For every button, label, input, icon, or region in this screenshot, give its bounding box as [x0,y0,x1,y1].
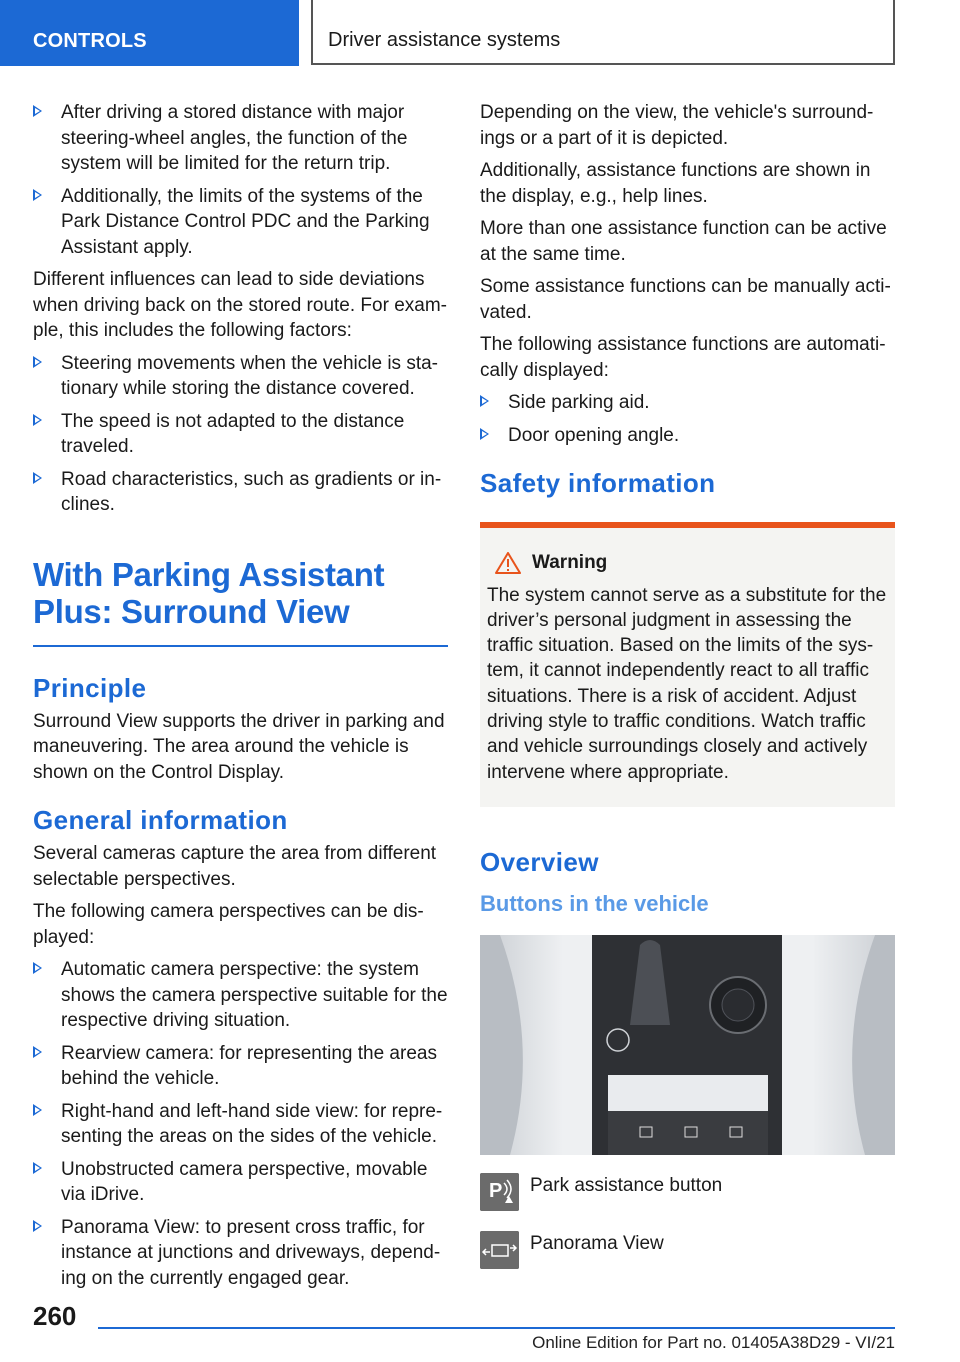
safety-information-heading: Safety information [480,468,716,498]
bullet-list [33,351,448,518]
triangle-bullet-icon [33,1104,42,1116]
paragraph: The following camera perspectives can be dis-played: [33,901,424,948]
list-item: Panorama View: to present cross traffic, for instance at junctions and driveways, depend-ing on the currently engaged gear. [33,1215,448,1292]
paragraph: The following assistance functions are automati-cally displayed: [480,334,886,381]
list-item: Automatic camera perspective: the system shows the camera perspective suitable for the respective driving situation. [33,957,448,1034]
svg-text:P: P [489,1179,503,1202]
general-information-heading: General information [33,805,288,835]
park-assistance-button-row [480,1173,895,1211]
footer-divider [98,1327,895,1329]
list-item: After driving a stored distance with major steering-wheel angles, the function of the system will be limited for the return trip. [33,100,448,177]
triangle-bullet-icon [33,356,42,368]
center-console-photo [480,935,895,1155]
list-item: Door opening angle. [480,423,895,449]
paragraph: Depending on the view, the vehicle's surround-ings or a part of it is depicted. [480,102,874,149]
heading-divider [33,645,448,647]
left-column [33,100,448,1298]
list-item: Rearview camera: for representing the areas behind the vehicle. [33,1041,448,1092]
panorama-view-label: Panorama View [530,1232,664,1254]
paragraph: Surround View supports the driver in parking and maneuvering. The area around the vehicle is shown on the Control Display. [33,710,445,783]
triangle-bullet-icon [33,1046,42,1058]
warning-text: The system cannot serve as a substitute for the driver’s personal judgment in assessing the traffic situation. Based on the limits of the sys-tem, it cannot independently react to all traffic situations. There is a risk of accident. Adjust driving style to traffic conditions. Watch traffic and vehicle surroundings closely and actively intervene where appropriate. [487,584,887,783]
triangle-bullet-icon [33,105,42,117]
paragraph: Several cameras capture the area from different selectable perspectives. [33,843,437,890]
list-item: Unobstructed camera perspective, movable via iDrive. [33,1157,448,1208]
list-item: Right-hand and left-hand side view: for repre-senting the areas on the sides of the vehicle. [33,1099,448,1150]
park-assistance-icon [480,1173,519,1211]
triangle-bullet-icon [33,1220,42,1232]
warning-title: Warning [487,550,889,576]
bullet-list [480,390,895,448]
triangle-bullet-icon [33,472,42,484]
triangle-bullet-icon [480,428,489,440]
park-assistance-label: Park assistance button [530,1174,723,1196]
triangle-bullet-icon [33,189,42,201]
bullet-list [33,100,448,260]
list-item: Steering movements when the vehicle is sta-tionary while storing the distance covered. [33,351,448,402]
list-item: Road characteristics, such as gradients or in-clines. [33,467,448,518]
paragraph: Different influences can lead to side deviations when driving back on the stored route. For exam-ple, this includes the following factors: [33,269,447,341]
list-item: The speed is not adapted to the distance traveled. [33,409,448,460]
triangle-bullet-icon [33,962,42,974]
buttons-heading: Buttons in the vehicle [480,890,709,916]
bullet-list [33,957,448,1291]
page-header [0,0,960,66]
page-number: 260 [33,1301,77,1331]
paragraph: Some assistance functions can be manually acti-vated. [480,276,891,323]
list-item: Additionally, the limits of the systems of the Park Distance Control PDC and the Parking Assistant apply. [33,184,448,261]
right-column [480,100,895,1289]
triangle-bullet-icon [480,395,489,407]
paragraph: More than one assistance function can be active at the same time. [480,218,887,265]
triangle-bullet-icon [33,1162,42,1174]
section-heading: With Parking Assistant Plus: Surround View [33,555,385,630]
panorama-view-icon [480,1231,519,1269]
panorama-view-button-row [480,1231,895,1269]
warning-triangle-icon [495,552,521,574]
paragraph: Additionally, assistance functions are shown in the display, e.g., help lines. [480,160,871,207]
list-item: Side parking aid. [480,390,895,416]
principle-heading: Principle [33,672,147,703]
overview-heading: Overview [480,846,599,877]
warning-box [480,522,895,807]
triangle-bullet-icon [33,414,42,426]
chapter-title[interactable]: Driver assistance systems [311,0,895,65]
section-tab[interactable]: CONTROLS [0,0,299,66]
edition-info: Online Edition for Part no. 01405A38D29 - VI/21 [532,1333,895,1352]
